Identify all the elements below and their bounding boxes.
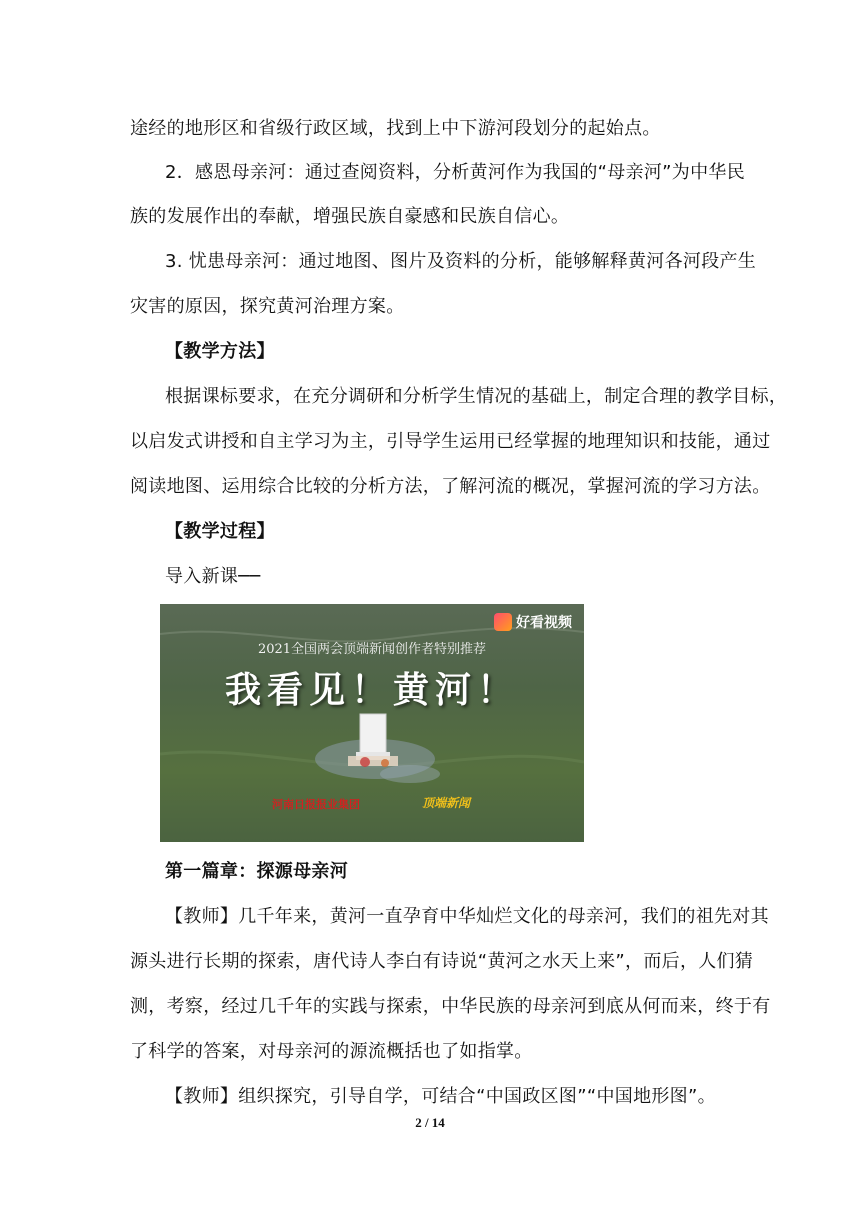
method-line-1: 根据课标要求，在充分调研和分析学生情况的基础上，制定合理的教学目标， <box>165 386 788 407</box>
section-heading-teaching-method: 【教学方法】 <box>165 341 275 362</box>
brand-name: 好看视频 <box>516 615 572 631</box>
play-logo-icon <box>494 613 512 631</box>
teacher-para-2-line-1: 【教师】组织探究，引导自学，可结合“中国政区图”“中国地形图”。 <box>165 1086 716 1107</box>
chapter-heading: 第一篇章：探源母亲河 <box>165 861 348 882</box>
brand-watermark <box>494 612 572 632</box>
video-thumbnail-image <box>160 604 584 842</box>
objective-2-line-2: 族的发展作出的奉献，增强民族自豪感和民族自信心。 <box>130 206 570 227</box>
objective-3-line-2: 灾害的原因，探究黄河治理方案。 <box>130 296 405 317</box>
section-heading-teaching-process: 【教学过程】 <box>165 521 275 542</box>
teacher-para-1-line-2: 源头进行长期的探索，唐代诗人李白有诗说“黄河之水天上来”，而后，人们猜 <box>130 951 754 972</box>
paragraph-line: 途经的地形区和省级行政区域，找到上中下游河段划分的起始点。 <box>130 118 661 139</box>
method-line-2: 以启发式讲授和自主学习为主，引导学生运用已经掌握的地理知识和技能，通过 <box>130 431 771 452</box>
teacher-para-1-line-1: 【教师】几千年来，黄河一直孕育中华灿烂文化的母亲河，我们的祖先对其 <box>165 906 769 927</box>
method-line-3: 阅读地图、运用综合比较的分析方法，了解河流的概况，掌握河流的学习方法。 <box>130 476 771 497</box>
publisher-logo-right: 顶端新闻 <box>422 796 471 810</box>
teacher-para-1-line-3: 测，考察，经过几千年的实践与探索，中华民族的母亲河到底从何而来，终于有 <box>130 996 771 1017</box>
page-number: 2 / 14 <box>415 1115 445 1130</box>
publisher-logo-left: 河南日报报业集团 <box>272 798 360 811</box>
video-title: 我看见！黄河！ <box>224 669 519 711</box>
intro-label: 导入新课── <box>165 566 261 587</box>
objective-2-line-1: 2．感恩母亲河：通过查阅资料，分析黄河作为我国的“母亲河”为中华民 <box>165 162 745 183</box>
teacher-para-1-line-4: 了科学的答案，对母亲河的源流概括也了如指掌。 <box>130 1041 533 1062</box>
objective-3-line-1: 3. 忧患母亲河：通过地图、图片及资料的分析，能够解释黄河各河段产生 <box>165 251 757 272</box>
video-subtitle: 2021全国两会顶端新闻创作者特别推荐 <box>257 642 487 657</box>
